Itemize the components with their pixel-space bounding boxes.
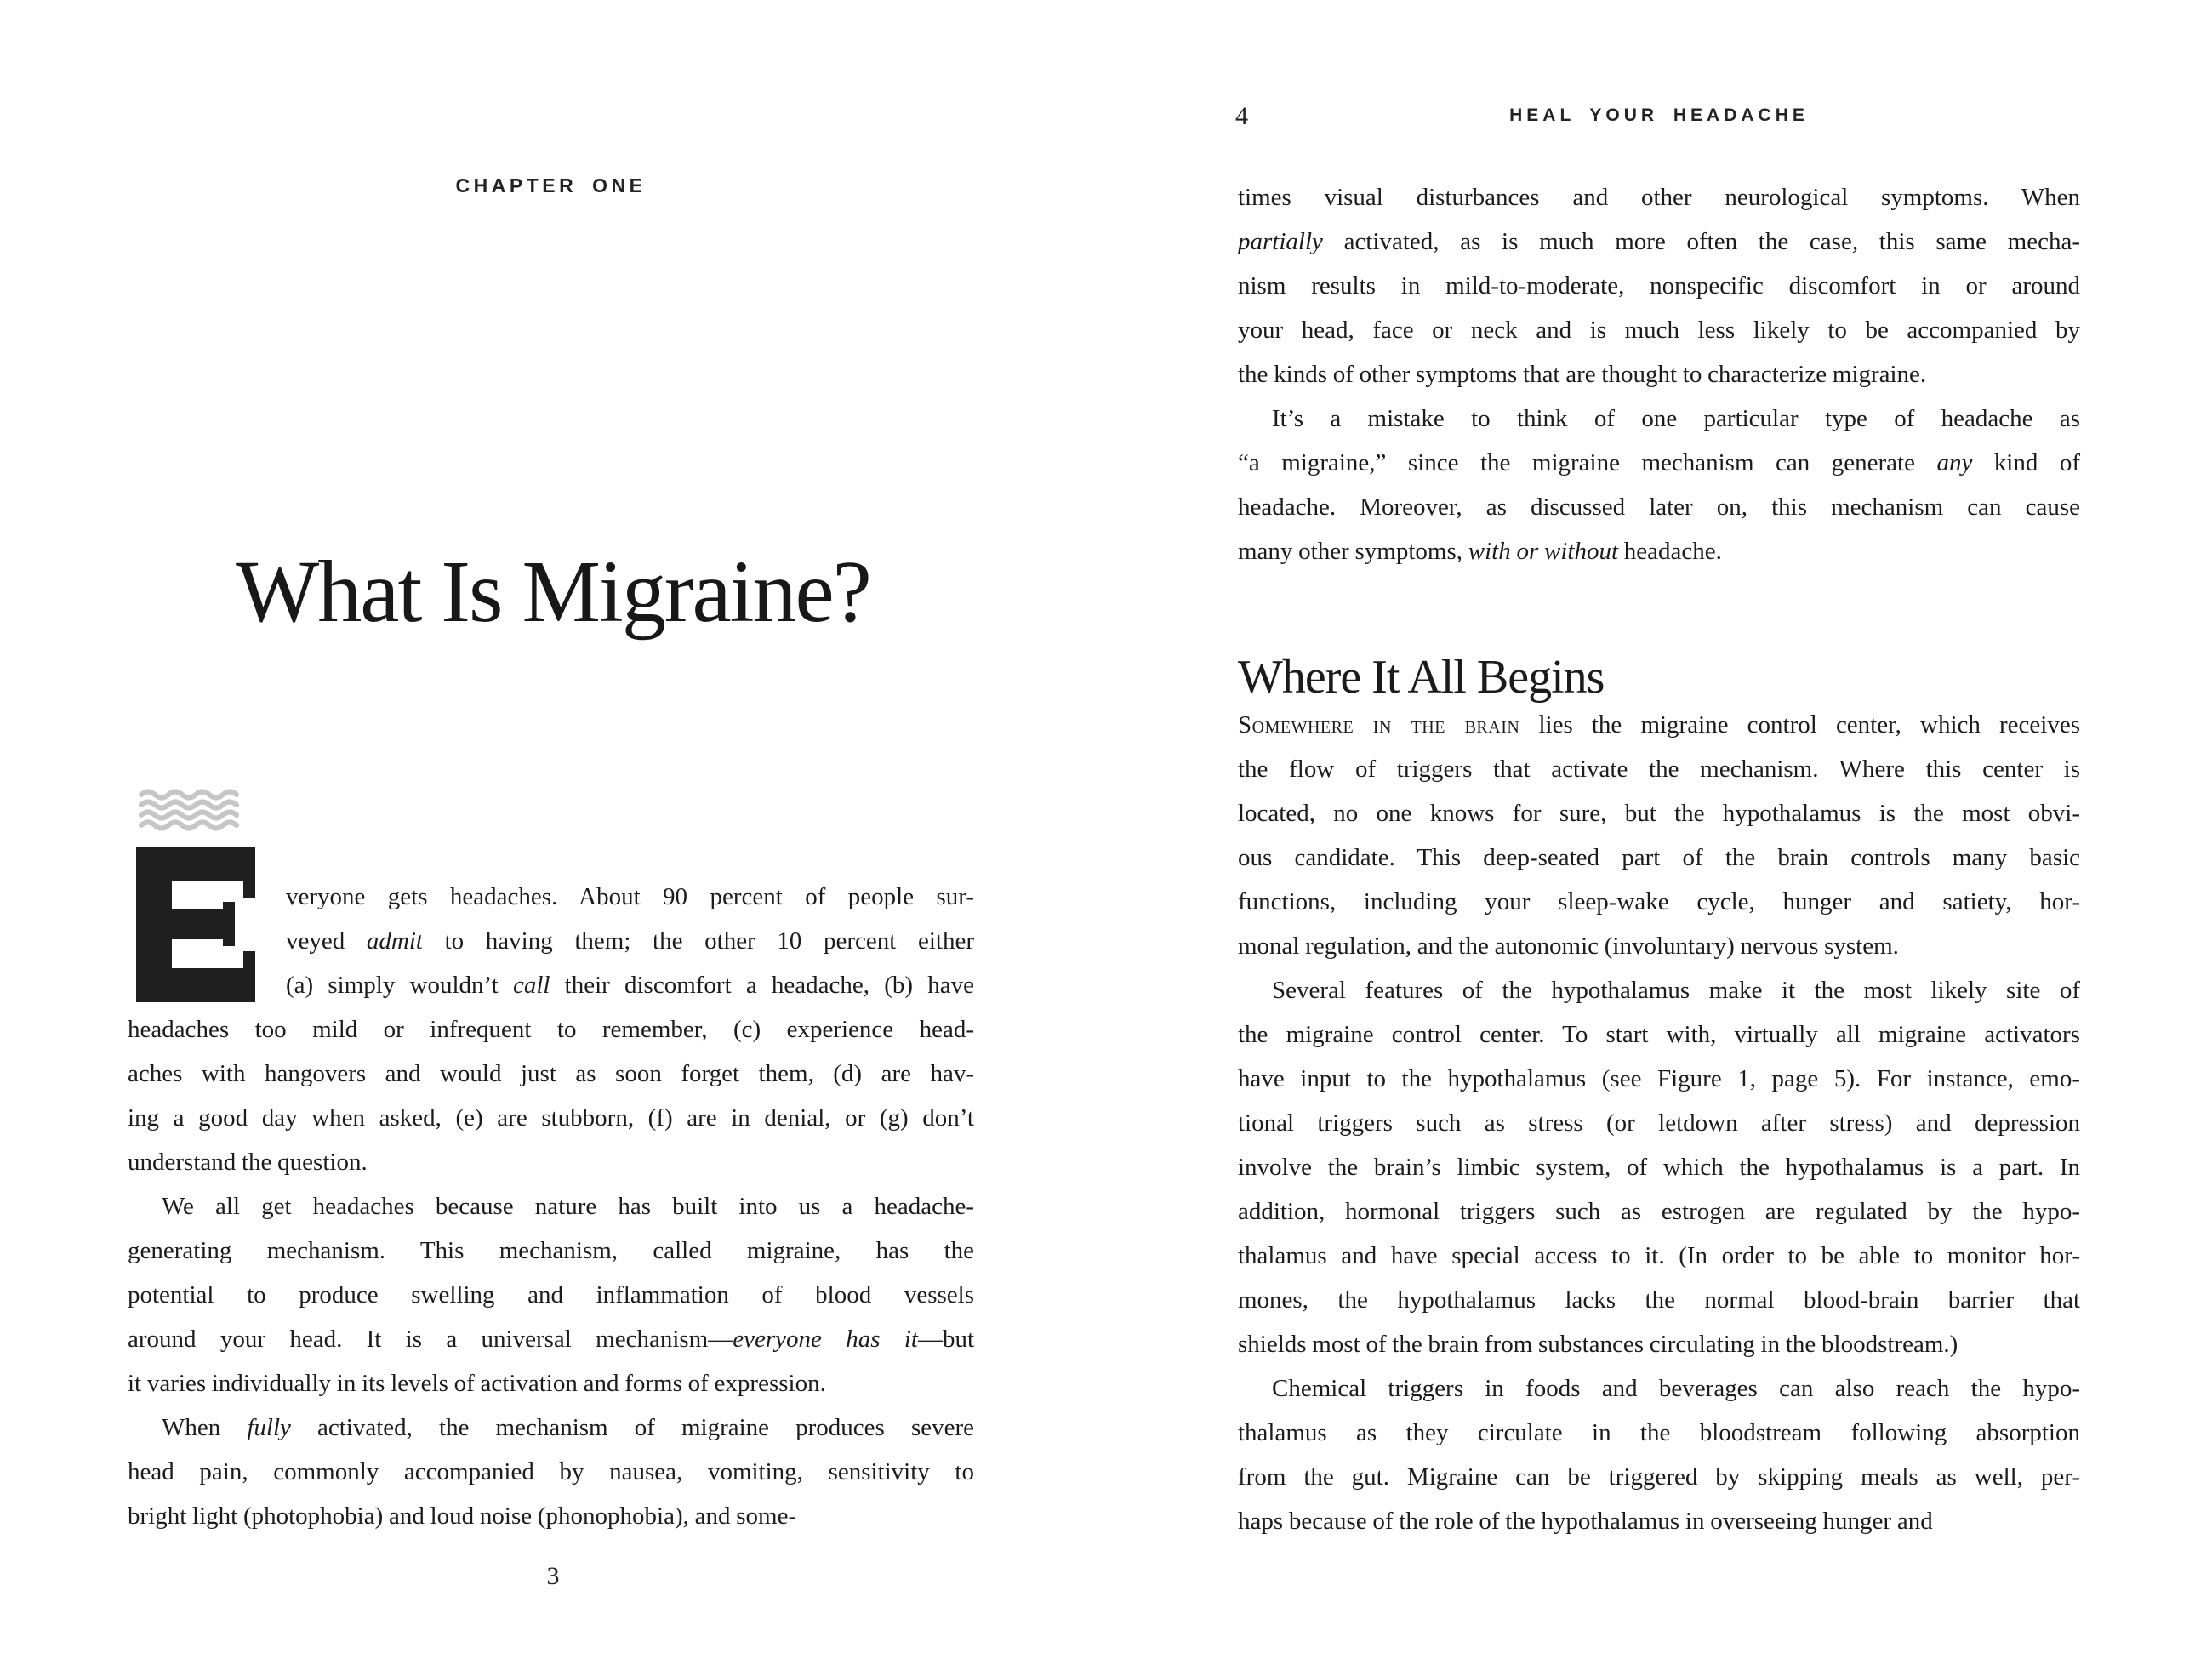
running-head: HEAL YOUR HEADACHE [1509,105,1809,125]
text-segment: “a migraine,” since the migraine mechanism can generate [1238,449,1937,476]
left-body [128,875,974,1538]
text-segment: times visual disturbances and other neurological symptoms. When [1238,184,2080,211]
text-segment: ing a good day when asked, (e) are stubborn, (f) are in denial, or (g) don’t [128,1104,974,1132]
text-line [1238,1145,2080,1189]
text-line [128,1273,974,1317]
text-segment: haps because of the role of the hypothalamus in overseeing hunger and [1238,1508,1933,1535]
text-line [128,1229,974,1273]
text-line [1238,308,2080,352]
text-line [286,919,974,963]
text-segment: potential to produce swelling and inflammation of blood vessels [128,1281,974,1308]
text-line [1238,1101,2080,1145]
text-segment: (a) simply wouldn’t [286,972,513,999]
text-segment: thalamus and have special access to it. (In order to be able to monitor hor- [1238,1242,2080,1269]
text-line [1238,1012,2080,1057]
text-segment: to having them; the other 10 percent either [422,927,974,955]
text-line [128,1007,974,1052]
chapter-label: CHAPTER ONE [455,174,647,197]
text-line [1238,1455,2080,1499]
text-line [1238,1278,2080,1322]
text-segment: Somewhere in the brain [1238,711,1520,738]
text-line [1238,175,2080,219]
text-line [128,1361,974,1405]
section-heading: Where It All Begins [1238,651,1605,704]
text-line [1238,529,2080,573]
text-segment: the kinds of other symptoms that are thought to characterize migraine. [1238,361,1927,388]
text-line [1238,1499,2080,1543]
text-line [128,1450,974,1494]
text-line [1238,219,2080,264]
text-segment: kind of [1972,449,2080,476]
text-line [128,1494,974,1538]
text-line [1238,441,2080,485]
right-body-bottom [1238,703,2080,1543]
text-line [128,1184,974,1229]
text-line [1238,747,2080,791]
text-segment: the flow of triggers that activate the mechanism. Where this center is [1238,755,2080,783]
text-segment: addition, hormonal triggers such as estrogen are regulated by the hypo- [1238,1198,2080,1225]
text-line [128,1096,974,1140]
text-segment: fully [247,1414,291,1441]
text-segment: tional triggers such as stress (or letdown after stress) and depression [1238,1109,2080,1137]
text-line [1238,1322,2080,1366]
text-segment: understand the question. [128,1149,368,1176]
text-line [1238,1411,2080,1455]
text-segment: any [1936,449,1973,476]
text-segment: activated, as is much more often the case, this same mecha- [1322,228,2080,255]
right-body-top [1238,175,2080,573]
text-segment: partially [1238,228,1323,255]
text-segment: functions, including your sleep-wake cycle, hunger and satiety, hor- [1238,888,2080,915]
text-segment: nism results in mild-to-moderate, nonspecific discomfort in or around [1238,272,2080,299]
text-segment: admit [366,927,423,955]
text-segment: headache. [1618,538,1722,565]
text-line [1238,352,2080,396]
chapter-title: What Is Migraine? [236,543,870,641]
text-segment: When [162,1414,248,1441]
text-segment: aches with hangovers and would just as soon forget them, (d) are hav- [128,1060,974,1087]
text-segment: It’s a mistake to think of one particular type of headache as [1272,405,2080,432]
text-line [1238,924,2080,968]
text-line [1238,1189,2080,1234]
text-segment: call [512,972,550,999]
text-segment: from the gut. Migraine can be triggered by skipping meals as well, per- [1238,1463,2080,1491]
text-segment: bright light (photophobia) and loud noise (phonophobia), and some- [128,1502,797,1530]
text-segment: it varies individually in its levels of activation and forms of expression. [128,1370,826,1397]
text-segment: headache. Moreover, as discussed later on, this mechanism can cause [1238,493,2080,521]
text-segment: the migraine control center. To start with, virtually all migraine activators [1238,1021,2080,1048]
text-segment: many other symptoms, [1238,538,1468,565]
text-segment: lies the migraine control center, which receives [1519,711,2080,738]
text-segment: headaches too mild or infrequent to remember, (c) experience head- [128,1016,974,1043]
text-segment: thalamus as they circulate in the bloodstream following absorption [1238,1419,2080,1446]
text-line [1238,396,2080,441]
text-line [128,1317,974,1361]
text-line [128,1052,974,1096]
text-segment: Chemical triggers in foods and beverages can also reach the hypo- [1272,1375,2080,1402]
waves-icon [139,788,251,832]
text-line [286,963,974,1007]
text-segment: generating mechanism. This mechanism, called migraine, has the [128,1237,974,1264]
text-segment: your head, face or neck and is much less likely to be accompanied by [1238,316,2080,344]
text-segment: involve the brain’s limbic system, of which the hypothalamus is a part. In [1238,1154,2080,1181]
text-segment: have input to the hypothalamus (see Figure 1, page 5). For instance, emo- [1238,1065,2080,1092]
text-segment: head pain, commonly accompanied by nausea, vomiting, sensitivity to [128,1458,974,1485]
text-line [128,1140,974,1184]
text-line [286,875,974,919]
text-line [1238,968,2080,1012]
text-segment: veyed [286,927,367,955]
text-segment: activated, the mechanism of migraine produces severe [290,1414,974,1441]
text-line [1238,880,2080,924]
text-segment: mones, the hypothalamus lacks the normal blood-brain barrier that [1238,1286,2080,1314]
text-segment: ous candidate. This deep-seated part of the brain controls many basic [1238,844,2080,871]
text-segment: located, no one knows for sure, but the hypothalamus is the most obvi- [1238,800,2080,827]
text-segment: around your head. It is a universal mechanism— [128,1325,733,1353]
text-line [1238,1057,2080,1101]
text-segment: with or without [1468,538,1619,565]
text-segment: everyone has it [733,1325,918,1353]
text-line [1238,703,2080,747]
text-segment: Several features of the hypothalamus make it the most likely site of [1272,977,2080,1004]
text-segment: —but [917,1325,975,1353]
text-segment: shields most of the brain from substances circulating in the bloodstream.) [1238,1331,1958,1358]
text-line [1238,791,2080,835]
left-page-number: 3 [546,1562,560,1590]
text-segment: monal regulation, and the autonomic (involuntary) nervous system. [1238,932,1899,960]
text-line [1238,1366,2080,1411]
text-line [1238,1234,2080,1278]
text-line [1238,835,2080,880]
text-segment: We all get headaches because nature has built into us a headache- [162,1193,974,1220]
right-page [1106,0,2212,1659]
text-segment: veryone gets headaches. About 90 percent of people sur- [286,883,974,910]
text-line [1238,264,2080,308]
right-page-number: 4 [1235,102,1248,130]
text-line [128,1405,974,1450]
text-segment: their discomfort a headache, (b) have [550,972,974,999]
text-line [1238,485,2080,529]
